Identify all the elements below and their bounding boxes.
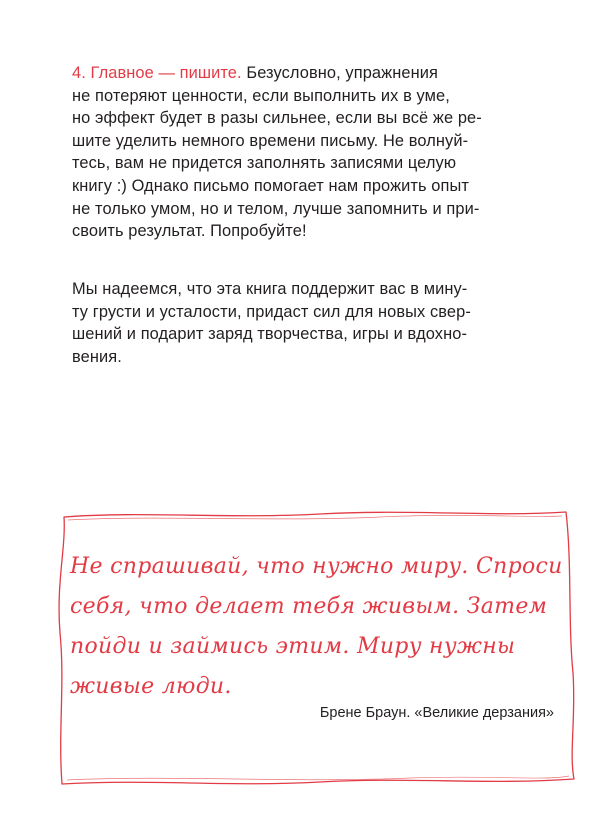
handwritten-quote	[70, 547, 570, 707]
quote-attribution: Брене Браун. «Великие дерзания»	[319, 705, 554, 721]
section-lead: 4. Главное — пишите.	[72, 64, 242, 82]
paragraph-line: 4. Главное — пишите. Безусловно, упражнения	[72, 64, 438, 82]
paragraph-line: не потеряют ценности, если выполнить их в уме,	[72, 86, 450, 105]
paragraph-line: шений и подарит заряд творчества, игры и вдохно-	[72, 325, 468, 344]
quote-line: себя, что делает тебя живым. Затем	[70, 594, 548, 619]
paragraph-line: книгу :) Однако письмо помогает нам прожить опыт	[72, 176, 469, 195]
quote-line: Не спрашивай, что нужно миру. Спроси	[70, 554, 563, 579]
paragraph-closing-wish	[72, 278, 547, 368]
paragraph-line: своить результат. Попробуйте!	[72, 222, 307, 241]
paragraph-writing-advice	[72, 62, 547, 243]
paragraph-line: ту грусти и усталости, придаст сил для новых свер-	[72, 302, 471, 321]
paragraph-line: тесь, вам не придется заполнять записями целую	[72, 154, 457, 173]
paragraph-line: Мы надеемся, что эта книга поддержит вас в мину-	[72, 280, 468, 298]
paragraph-line: но эффект будет в разы сильнее, если вы всё же ре-	[72, 109, 482, 128]
paragraph-line: вения.	[72, 347, 122, 366]
paragraph-line: шите уделить немного времени письму. Не волнуй-	[72, 131, 469, 150]
quote-line: живые люди.	[70, 674, 232, 699]
quote-box	[50, 503, 580, 788]
frame-outline-echo	[67, 776, 569, 780]
paragraph-line: не только умом, но и телом, лучше запомнить и при-	[72, 199, 480, 218]
frame-outline-echo	[68, 515, 562, 520]
quote-line: пойди и займись этим. Миру нужны	[70, 634, 516, 659]
